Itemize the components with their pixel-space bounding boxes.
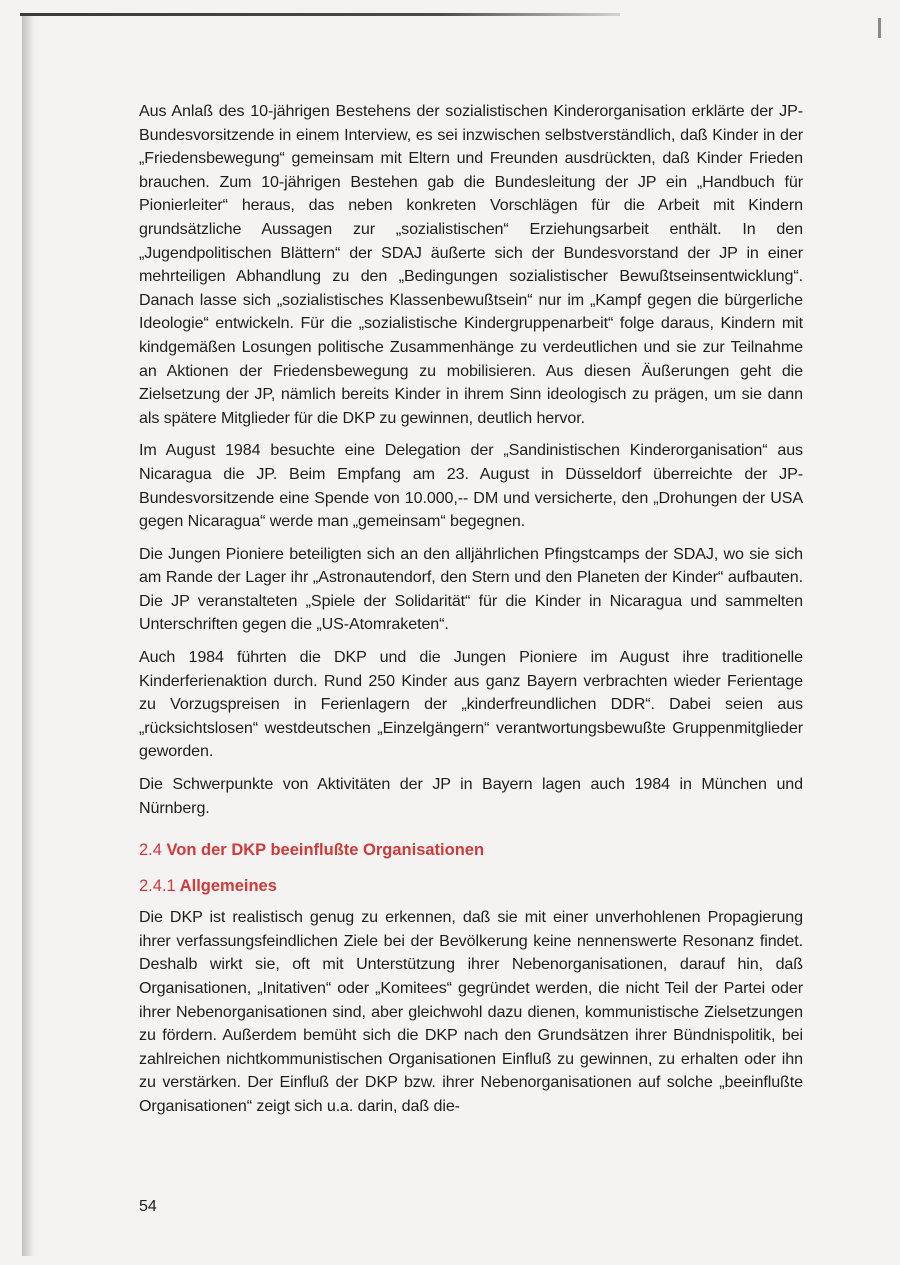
section-title: Von der DKP beeinflußte Organisationen (166, 841, 485, 860)
page-number: 54 (139, 1198, 157, 1215)
section-heading (139, 838, 803, 862)
paragraph-pfingstcamps: Die Jungen Pioniere beteiligten sich an den alljährlichen Pfingstcamps der SDAJ, wo sie sich am Rande der Lager ihr „Astronautendorf, den Stern und den Planeten der Kinder“ aufbauten. Die JP veranstalteten „Spiele der Solidarität“ für die Kinder in Nicaragua und sammelten Unterschriften gegen die „US-Atomraketen“. (139, 544, 803, 634)
scan-edge-top (20, 13, 620, 16)
text-column (139, 100, 803, 1128)
subsection-title: Allgemeines (179, 877, 277, 896)
scan-edge-left (22, 16, 40, 1256)
paragraph-jp-anniversary: Aus Anlaß des 10-jährigen Bestehens der sozialistischen Kinderorganisation erklärte der JP-Bundesvorsitzende in einem Interview, es sei inzwischen selbstverständlich, daß Kinder in der „Friedensbewegung“ gemeinsam mit Eltern und Freunden ausdrückten, daß Kinder Frieden brauchen. Zum 10-jährigen Bestehen gab die Bundesleitung der JP ein „Handbuch für Pionierleiter“ heraus, das neben konkreten Vorschlägen für die Arbeit mit Kindern grundsätzliche Aussagen zur „sozialistischen“ Erziehungsarbeit enthält. In den „Jugendpolitischen Blättern“ der SDAJ äußerte sich der Bundesvorstand der JP in einer mehrteiligen Abhandlung zu den „Bedingungen sozialistischer Bewußtseinsentwicklung“. Danach lasse sich „sozialistisches Klassenbewußtsein“ nur im „Kampf gegen die bürgerliche Ideologie“ entwickeln. Für die „sozialistische Kindergruppenarbeit“ folge daraus, Kindern mit kindgemäßen Losungen politische Zusammenhänge zu verdeutlichen und sie zur Teilnahme an Aktionen der Friedensbewegung zu mobilisieren. Aus diesen Äußerungen geht die Zielsetzung der JP, nämlich bereits Kinder in ihrem Sinn ideologisch zu prägen, um sie dann als spätere Mitglieder für die DKP zu gewinnen, deutlich hervor. (139, 102, 803, 427)
subsection-heading (139, 874, 803, 898)
paragraph-allgemeines: Die DKP ist realistisch genug zu erkennen, daß sie mit einer unverhohlenen Propagierung ihrer verfassungsfeindlichen Ziele bei der Bevölkerung keine nennenswerte Resonanz findet. Deshalb wirkt sie, oft mit Unterstützung ihrer Nebenorganisationen, darauf hin, daß Organisationen, „Initativen“ oder „Komitees“ gegründet werden, die nicht Teil der Partei oder ihrer Nebenorganisationen sind, aber gleichwohl dazu dienen, kommunistische Zielsetzungen zu fördern. Außerdem bemüht sich die DKP nach den Grundsätzen ihrer Bündnispolitik, bei zahlreichen nichtkommunistischen Organisationen Einfluß zu gewinnen, zu erhalten oder ihn zu verstärken. Der Einfluß der DKP bzw. ihrer Nebenorganisationen auf solche „beeinflußte Organisationen“ zeigt sich u.a. darin, daß die- (139, 908, 803, 1115)
scan-edge-right-mark (878, 18, 881, 38)
paragraph-nicaragua-delegation: Im August 1984 besuchte eine Delegation der „Sandinistischen Kinderorganisation“ aus Nicaragua die JP. Beim Empfang am 23. August in Düsseldorf überreichte der JP-Bundesvorsitzende eine Spende von 10.000,-- DM und versicherte, den „Drohungen der USA gegen Nicaragua“ werde man „gemeinsam“ begegnen. (139, 441, 803, 531)
paragraph-schwerpunkte: Die Schwerpunkte von Aktivitäten der JP in Bayern lagen auch 1984 in München und Nürnberg. (139, 775, 803, 817)
subsection-number: 2.4.1 (139, 877, 176, 896)
section-number: 2.4 (139, 841, 162, 860)
paragraph-kinderferienaktion: Auch 1984 führten die DKP und die Jungen Pioniere im August ihre traditionelle Kinderferienaktion durch. Rund 250 Kinder aus ganz Bayern verbrachten wieder Ferientage zu Vorzugspreisen in Ferienlagern der „kinderfreundlichen DDR“. Dabei seien aus „rücksichtslosen“ westdeutschen „Einzelgängern“ verantwortungsbewußte Gruppenmitglieder geworden. (139, 648, 803, 761)
